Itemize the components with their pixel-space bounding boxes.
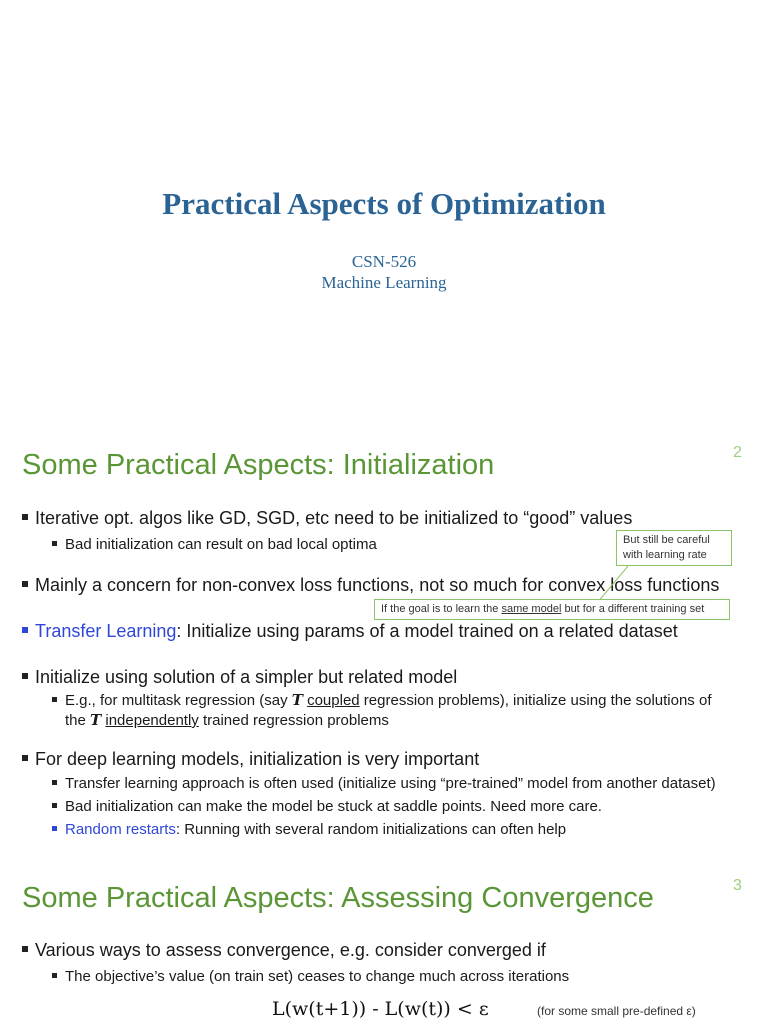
sub-bullet-multitask: E.g., for multitask regression (say T coupled regression problems), initialize using the solutions of xyxy=(52,691,711,709)
transfer-learning-link[interactable]: Transfer Learning xyxy=(35,621,177,641)
callout-learning-rate: But still be careful with learning rate xyxy=(616,530,732,566)
bullet-marker xyxy=(22,514,28,520)
bullet-marker xyxy=(22,673,28,679)
bullet-marker xyxy=(52,826,57,831)
bullet-assess-convergence: Various ways to assess convergence, e.g. consider converged if xyxy=(22,940,546,961)
sub-bullet-random-restarts: Random restarts: Running with several random initializations can often help xyxy=(52,821,566,838)
bullet-nonconvex: Mainly a concern for non-convex loss functions, not so much for convex loss functions xyxy=(22,575,719,596)
bullet-marker xyxy=(52,973,57,978)
bullet-marker xyxy=(22,627,28,633)
sub-bullet-multitask-cont: the T independently trained regression problems xyxy=(65,711,389,729)
slide2-title: Some Practical Aspects: Initialization xyxy=(22,449,495,481)
bullet-deep-learning: For deep learning models, initialization is very important xyxy=(22,749,479,770)
bullet-marker xyxy=(22,946,28,952)
bullet-simpler-model: Initialize using solution of a simpler but related model xyxy=(22,667,457,688)
bullet-marker xyxy=(52,541,57,546)
sub-bullet-objective: The objective’s value (on train set) ceases to change much across iterations xyxy=(52,968,569,985)
bullet-marker xyxy=(52,803,57,808)
bullet-transfer-learning: Transfer Learning: Initialize using params of a model trained on a related dataset xyxy=(22,621,678,642)
bullet-marker xyxy=(52,697,57,702)
random-restarts-link[interactable]: Random restarts xyxy=(65,821,176,838)
sub-bullet-saddle: Bad initialization can make the model be stuck at saddle points. Need more care. xyxy=(52,798,602,815)
slide2-page-number: 2 xyxy=(733,444,742,461)
sub-bullet-pretrained: Transfer learning approach is often used (initialize using “pre-trained” model from another dataset) xyxy=(52,775,716,792)
bullet-marker xyxy=(22,755,28,761)
slide3-page-number: 3 xyxy=(733,877,742,894)
bullet-marker xyxy=(22,581,28,587)
bullet-iterative-algos: Iterative opt. algos like GD, SGD, etc need to be initialized to “good” values xyxy=(22,508,632,529)
slide3-title: Some Practical Aspects: Assessing Convergence xyxy=(22,882,654,914)
callout-same-model: If the goal is to learn the same model but for a different training set xyxy=(374,599,730,620)
sub-bullet-bad-init: Bad initialization can result on bad local optima xyxy=(52,536,377,553)
title-slide xyxy=(0,0,768,430)
course-name: Machine Learning xyxy=(321,273,447,292)
bullet-marker xyxy=(52,780,57,785)
presentation-title: Practical Aspects of Optimization xyxy=(162,186,606,221)
course-code: CSN-526 xyxy=(351,252,417,271)
convergence-formula: L(w(t+1)) - L(w(t)) < ε xyxy=(272,998,489,1020)
formula-note: (for some small pre-defined ε) xyxy=(537,1004,696,1018)
